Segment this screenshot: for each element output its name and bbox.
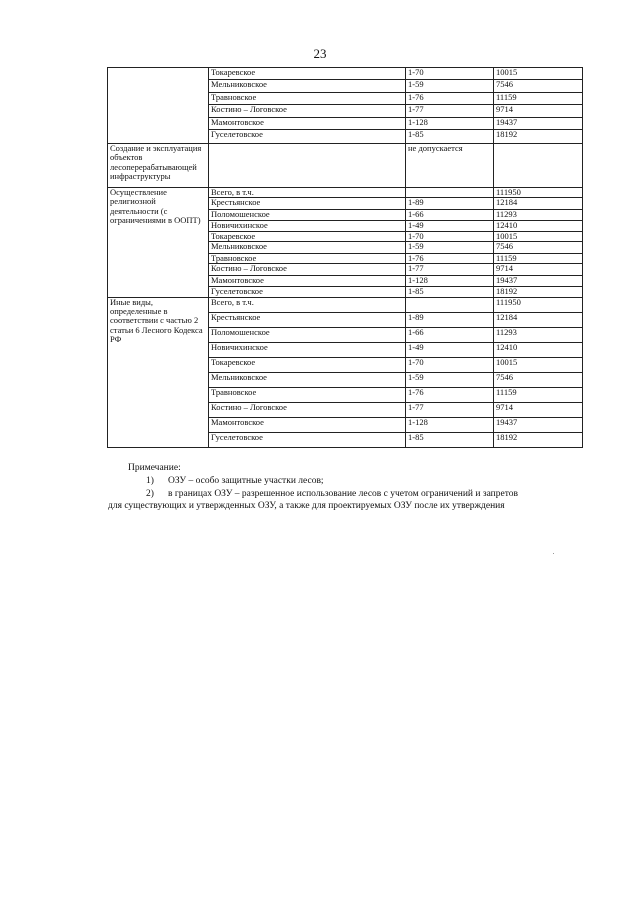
quarters-cell: 1-66 bbox=[406, 327, 494, 342]
area-cell bbox=[494, 144, 583, 188]
quarters-cell: 1-77 bbox=[406, 105, 494, 118]
forestry-name-cell: Всего, в т.ч. bbox=[209, 188, 406, 198]
forestry-name-cell: Мельниковское bbox=[209, 80, 406, 93]
forestry-name-cell: Крестьянское bbox=[209, 198, 406, 210]
area-cell: 111950 bbox=[494, 297, 583, 312]
forestry-name-cell: Гуселетовское bbox=[209, 286, 406, 297]
area-cell: 12184 bbox=[494, 312, 583, 327]
quarters-cell bbox=[406, 297, 494, 312]
area-cell: 7546 bbox=[494, 372, 583, 387]
area-cell: 9714 bbox=[494, 264, 583, 276]
note-text: ОЗУ – особо защитные участки лесов; bbox=[168, 475, 324, 486]
forestry-name-cell: Травновское bbox=[209, 254, 406, 264]
table-row bbox=[108, 188, 583, 198]
area-cell: 18192 bbox=[494, 286, 583, 297]
quarters-cell: 1-85 bbox=[406, 286, 494, 297]
note-number: 1) bbox=[146, 475, 154, 486]
area-cell: 7546 bbox=[494, 242, 583, 254]
table-row bbox=[108, 144, 583, 188]
forestry-name-cell: Новичихинское bbox=[209, 342, 406, 357]
activity-cell: Иные виды, определенные в соответствии с частью 2 статьи 6 Лесного Кодекса РФ bbox=[108, 297, 209, 447]
quarters-cell: 1-77 bbox=[406, 402, 494, 417]
area-cell: 18192 bbox=[494, 130, 583, 144]
forestry-name-cell: Костино – Логовское bbox=[209, 105, 406, 118]
forestry-name-cell: Токаревское bbox=[209, 357, 406, 372]
area-cell: 9714 bbox=[494, 402, 583, 417]
forestry-name-cell: Токаревское bbox=[209, 68, 406, 80]
quarters-cell: 1-70 bbox=[406, 68, 494, 80]
area-cell: 11159 bbox=[494, 387, 583, 402]
quarters-cell: 1-128 bbox=[406, 118, 494, 130]
quarters-cell: 1-76 bbox=[406, 254, 494, 264]
forestry-name-cell bbox=[209, 144, 406, 188]
forestry-name-cell: Гуселетовское bbox=[209, 432, 406, 447]
quarters-cell: 1-128 bbox=[406, 276, 494, 286]
forestry-name-cell: Травновское bbox=[209, 387, 406, 402]
quarters-cell: 1-76 bbox=[406, 93, 494, 105]
note-item-2-continuation: для существующих и утвержденных ОЗУ, а также для проектируемых ОЗУ после их утверждения bbox=[108, 501, 505, 512]
activity-cell: Создание и эксплуатация объектов лесоперерабатывающей инфраструктуры bbox=[108, 144, 209, 188]
activity-cell bbox=[108, 68, 209, 144]
quarters-cell: 1-85 bbox=[406, 130, 494, 144]
forestry-name-cell: Костино – Логовское bbox=[209, 402, 406, 417]
forestry-name-cell: Мельниковское bbox=[209, 372, 406, 387]
forestry-name-cell: Мамонтовское bbox=[209, 417, 406, 432]
area-cell: 9714 bbox=[494, 105, 583, 118]
forestry-name-cell: Крестьянское bbox=[209, 312, 406, 327]
quarters-cell: 1-49 bbox=[406, 342, 494, 357]
note-item-2 bbox=[108, 488, 588, 501]
forestry-name-cell: Гуселетовское bbox=[209, 130, 406, 144]
scan-speck bbox=[553, 553, 554, 554]
area-cell: 7546 bbox=[494, 80, 583, 93]
table-row bbox=[108, 297, 583, 312]
area-cell: 12410 bbox=[494, 342, 583, 357]
forestry-name-cell: Поломошенское bbox=[209, 327, 406, 342]
area-cell: 10015 bbox=[494, 68, 583, 80]
forestry-name-cell: Токаревское bbox=[209, 231, 406, 241]
table-row bbox=[108, 68, 583, 80]
quarters-cell: 1-66 bbox=[406, 210, 494, 220]
forestry-name-cell: Мамонтовское bbox=[209, 276, 406, 286]
area-cell: 19437 bbox=[494, 417, 583, 432]
notes bbox=[108, 462, 588, 513]
quarters-cell: не допускается bbox=[406, 144, 494, 188]
area-cell: 10015 bbox=[494, 231, 583, 241]
quarters-cell: 1-77 bbox=[406, 264, 494, 276]
area-cell: 12184 bbox=[494, 198, 583, 210]
quarters-cell: 1-59 bbox=[406, 242, 494, 254]
forestry-name-cell: Всего, в т.ч. bbox=[209, 297, 406, 312]
quarters-cell: 1-128 bbox=[406, 417, 494, 432]
activity-cell: Осуществление религиозной деятельности (с ограничениями в ООПТ) bbox=[108, 188, 209, 298]
area-cell: 19437 bbox=[494, 276, 583, 286]
note-number: 2) bbox=[146, 488, 154, 499]
area-cell: 11159 bbox=[494, 93, 583, 105]
area-cell: 11293 bbox=[494, 210, 583, 220]
notes-title: Примечание: bbox=[128, 463, 181, 473]
forestry-name-cell: Поломошенское bbox=[209, 210, 406, 220]
forestry-name-cell: Костино – Логовское bbox=[209, 264, 406, 276]
area-cell: 11293 bbox=[494, 327, 583, 342]
area-cell: 18192 bbox=[494, 432, 583, 447]
note-item-1 bbox=[108, 475, 588, 488]
area-cell: 19437 bbox=[494, 118, 583, 130]
forestry-name-cell: Мельниковское bbox=[209, 242, 406, 254]
quarters-cell: 1-89 bbox=[406, 198, 494, 210]
quarters-cell bbox=[406, 188, 494, 198]
page-number: 23 bbox=[313, 46, 327, 61]
note-text: в границах ОЗУ – разрешенное использование лесов с учетом ограничений и запретов bbox=[168, 488, 518, 499]
quarters-cell: 1-59 bbox=[406, 80, 494, 93]
quarters-cell: 1-70 bbox=[406, 231, 494, 241]
forestry-name-cell: Новичихинское bbox=[209, 220, 406, 231]
forestry-name-cell: Травновское bbox=[209, 93, 406, 105]
forest-use-table bbox=[107, 67, 583, 448]
quarters-cell: 1-89 bbox=[406, 312, 494, 327]
quarters-cell: 1-76 bbox=[406, 387, 494, 402]
quarters-cell: 1-85 bbox=[406, 432, 494, 447]
quarters-cell: 1-49 bbox=[406, 220, 494, 231]
area-cell: 10015 bbox=[494, 357, 583, 372]
area-cell: 12410 bbox=[494, 220, 583, 231]
area-cell: 111950 bbox=[494, 188, 583, 198]
quarters-cell: 1-59 bbox=[406, 372, 494, 387]
area-cell: 11159 bbox=[494, 254, 583, 264]
forestry-name-cell: Мамонтовское bbox=[209, 118, 406, 130]
quarters-cell: 1-70 bbox=[406, 357, 494, 372]
